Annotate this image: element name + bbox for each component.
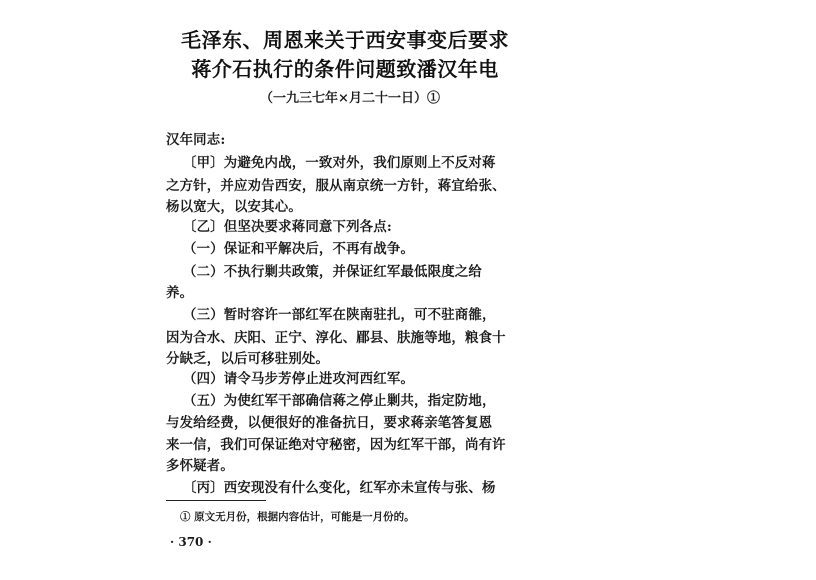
body-line: 多怀疑者。 <box>166 458 234 474</box>
body-line: 养。 <box>166 285 194 301</box>
body-line: 分缺乏，以后可移驻别处。 <box>166 351 330 367</box>
body-line: （三）暂时容许一部红军在陕南驻扎，可不驻商雒， <box>183 307 496 323</box>
body-line: 因为合水、庆阳、正宁、淳化、郿县、肤施等地，粮食十 <box>166 330 506 346</box>
body-line: （四）请令马步芳停止进攻河西红军。 <box>183 371 415 387</box>
document-title-line-2: 蒋介石执行的条件问题致潘汉年电 <box>191 57 499 81</box>
footnote: ① 原文无月份，根据内容估计，可能是一月份的。 <box>180 511 415 523</box>
body-line: 〔甲〕为避免内战，一致对外，我们原则上不反对蒋 <box>183 155 496 171</box>
document-date: （一九三七年×月二十一日）① <box>260 91 440 106</box>
salutation: 汉年同志: <box>166 132 226 148</box>
body-line: （一）保证和平解决后，不再有战争。 <box>183 241 415 257</box>
body-line: 〔丙〕西安现没有什么变化，红军亦未宣传与张、杨 <box>183 480 496 496</box>
body-line: 之方针，并应劝告西安，服从南京统一方针，蒋宜给张、 <box>166 178 506 194</box>
body-line: 杨以宽大，以安其心。 <box>166 199 302 215</box>
body-line: （五）为使红军干部确信蒋之停止剿共，指定防地， <box>183 393 496 409</box>
page-number: · 370 · <box>170 535 212 549</box>
body-line: （二）不执行剿共政策，并保证红军最低限度之给 <box>183 264 482 280</box>
body-line: 来一信，我们可保证绝对守秘密，因为红军干部，尚有许 <box>166 437 506 453</box>
footnote-divider <box>166 500 266 501</box>
body-line: 〔乙〕但坚决要求蒋同意下列各点: <box>183 219 393 235</box>
body-line: 与发给经费，以便很好的准备抗日，要求蒋亲笔答复恩 <box>166 415 493 431</box>
document-title-line-1: 毛泽东、周恩来关于西安事变后要求 <box>181 28 509 52</box>
